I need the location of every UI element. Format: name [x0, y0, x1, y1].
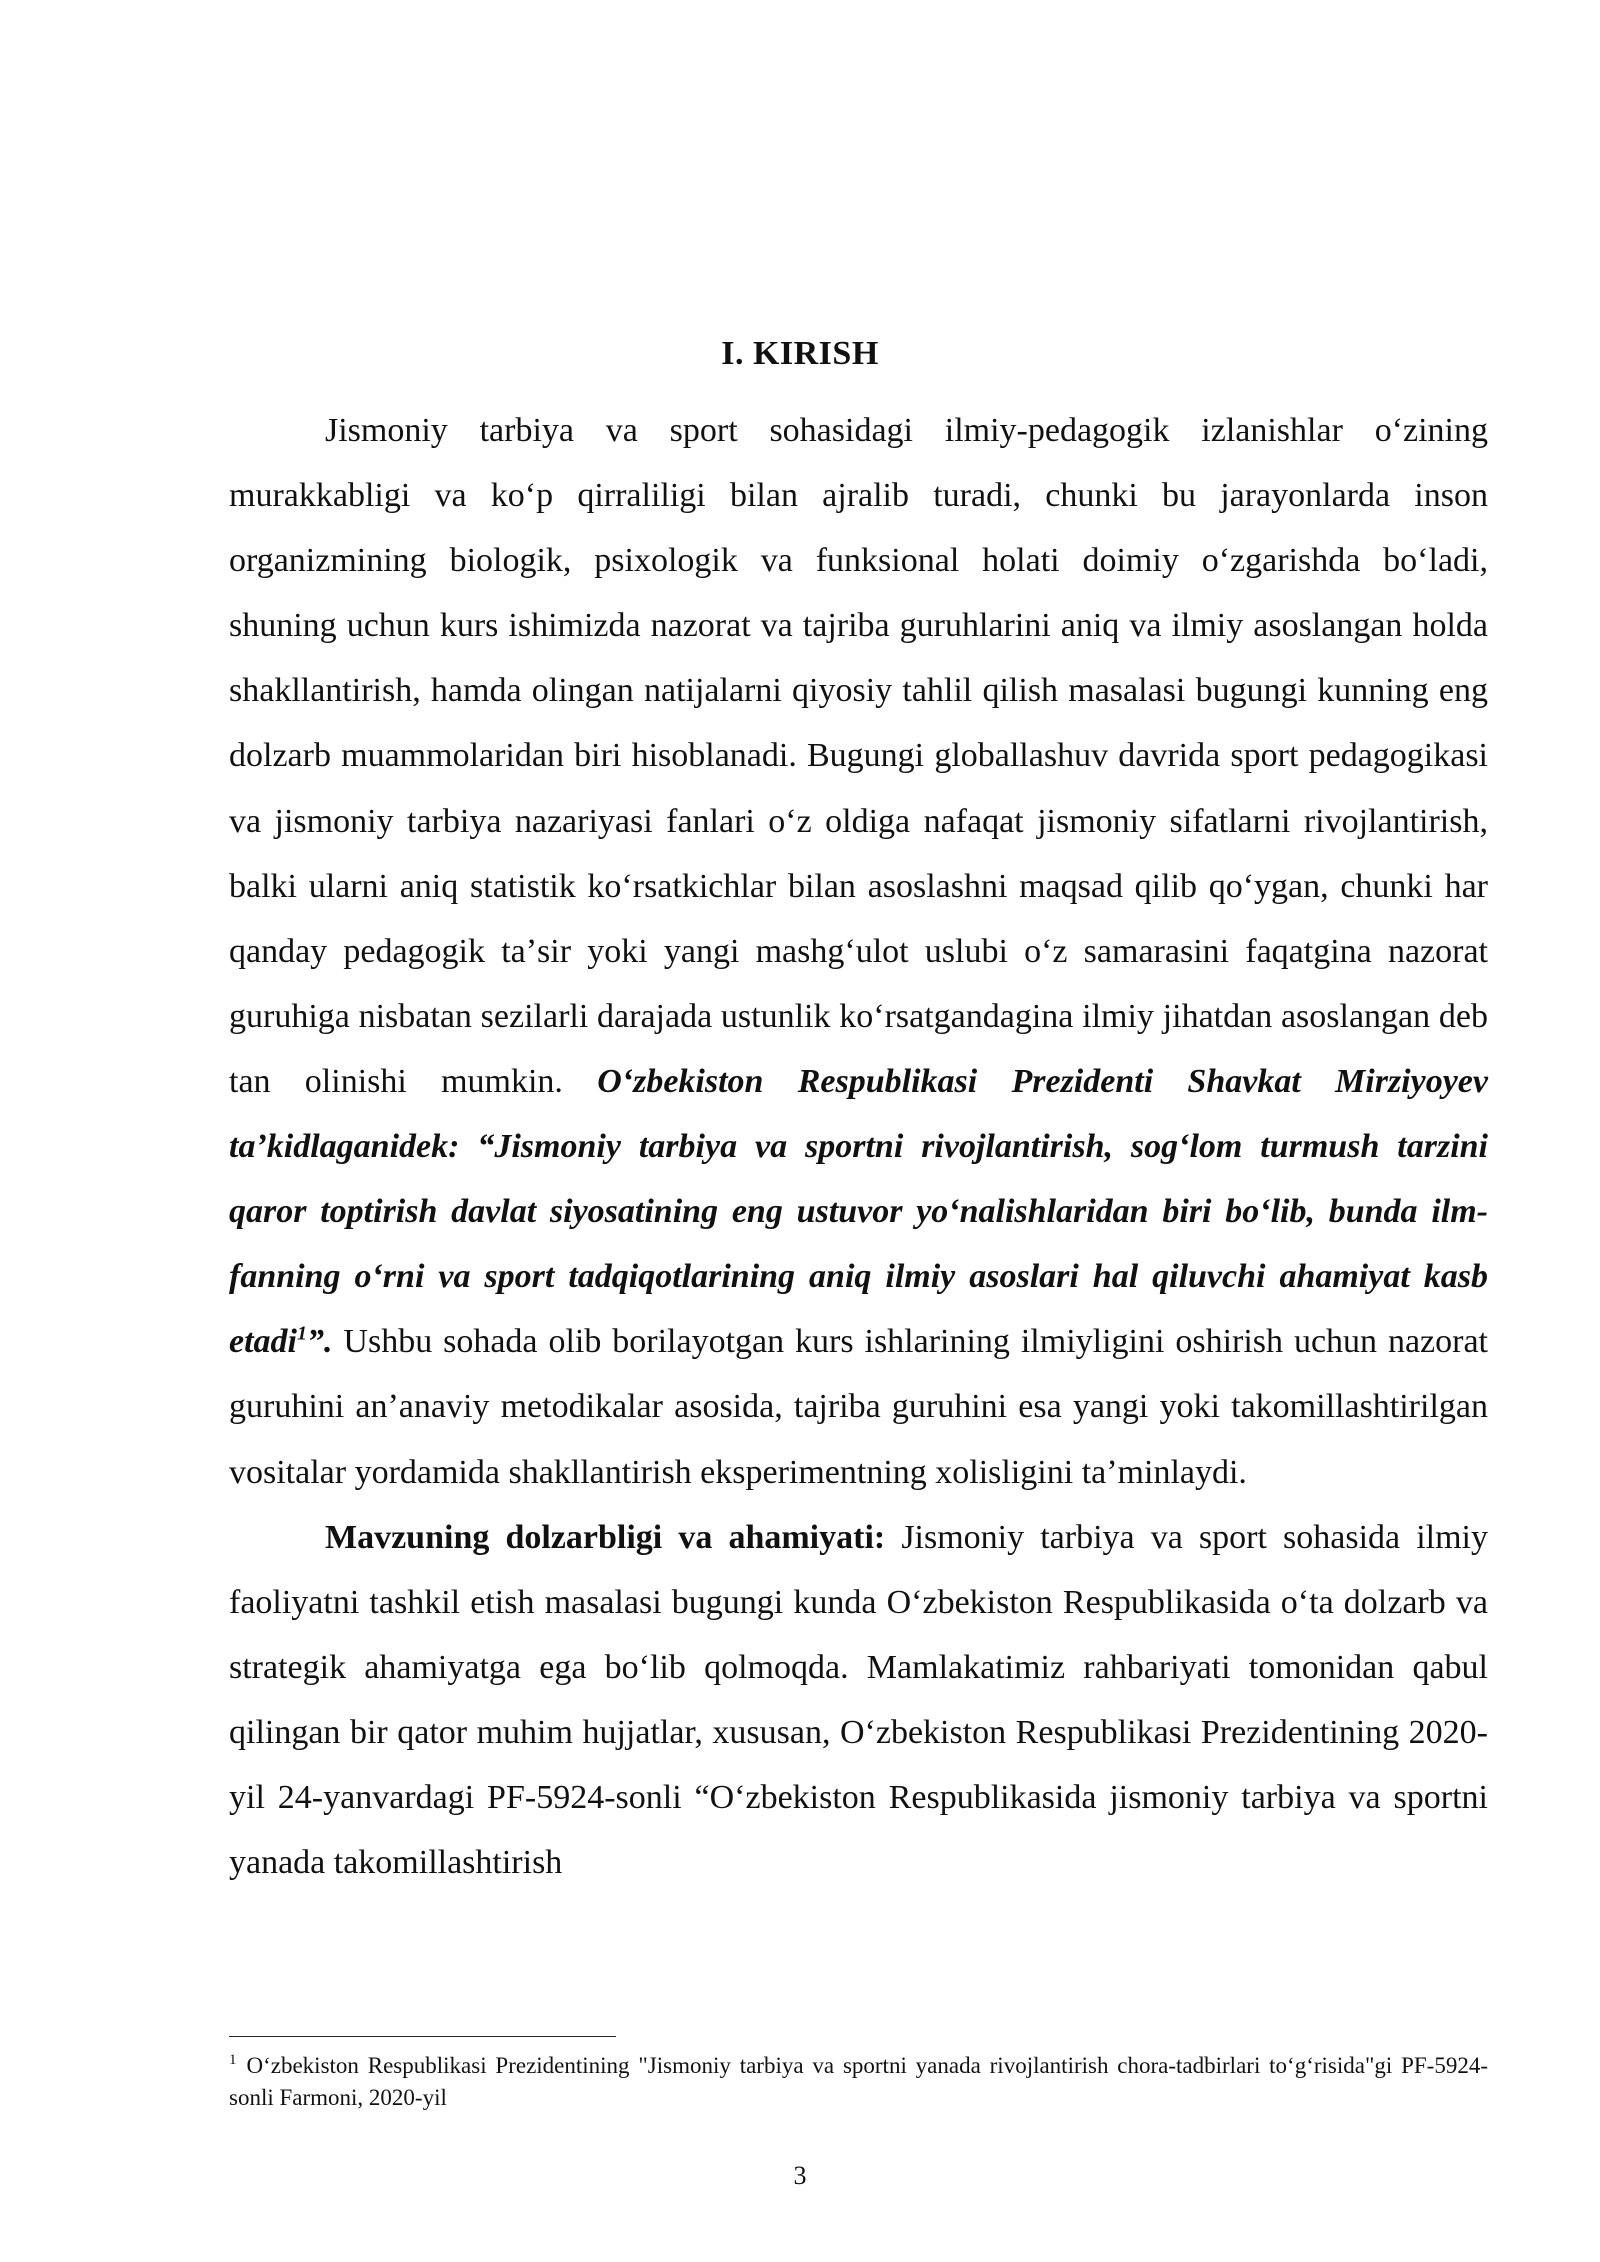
quote-close: ”.: [306, 1323, 333, 1361]
relevance-lead: Mavzuning dolzarbligi va ahamiyati:: [325, 1518, 886, 1556]
paragraph-relevance: [229, 1505, 1488, 1896]
footnote-separator: [229, 2036, 616, 2037]
footnote: [229, 2050, 1488, 2114]
quote-text: Oʻzbekiston Respublikasi Prezidenti Shavkat Mirziyoyev taʼkidlaganidek: “Jismoniy tarbiya va sportni rivojlantirish, sogʻlom turmush tarzini qaror toptirish davlat siyosatining eng ustuvor yoʻnalishlaridan biri boʻlib, bunda ilm-fanning oʻrni va sport tadqiqotlarining aniq ilmiy asoslari hal qiluvchi ahamiyat kasb etadi: [229, 1062, 1488, 1361]
paragraph-introduction: [229, 398, 1488, 1505]
president-quote: [229, 1063, 1488, 1360]
section-heading: I. KIRISH: [721, 335, 879, 372]
paragraph-text: Jismoniy tarbiya va sport sohasidagi ilmiy-pedagogik izlanishlar oʻzining murakkabligi va koʻp qirraliligi bilan ajralib turadi, chunki bu jarayonlarda inson organizmining biologik, psixologik va funksional holati doimiy oʻzgarishda boʻladi, shuning uchun kurs ishimizda nazorat va tajriba guruhlarini aniq va ilmiy asoslangan holda shakllantirish, hamda olingan natijalarni qiyosiy tahlil qilish masalasi bugungi kunning eng dolzarb muammolaridan biri hisoblanadi. Bugungi globallashuv davrida sport pedagogikasi va jismoniy tarbiya nazariyasi fanlari oʻz oldiga nafaqat jismoniy sifatlarni rivojlantirish, balki ularni aniq statistik koʻrsatkichlar bilan asoslashni maqsad qilib qoʻygan, chunki har qanday pedagogik taʼsir yoki yangi mashgʻulot uslubi oʻz samarasini faqatgina nazorat guruhiga nisbatan sezilarli darajada ustunlik koʻrsatgandagina ilmiy jihatdan asoslangan deb tan olinishi mumkin.: [229, 412, 1488, 1100]
footnote-text: Oʻzbekiston Respublikasi Prezidentining "Jismoniy tarbiya va sportni yanada rivojlantirish chora-tadbirlari toʻgʻrisida"gi PF-5924-sonli Farmoni, 2020-yil: [229, 2053, 1488, 2110]
footnote-reference[interactable]: 1: [296, 1322, 307, 1345]
body-text: [229, 398, 1488, 1895]
relevance-text: Jismoniy tarbiya va sport sohasida ilmiy faoliyatni tashkil etish masalasi bugungi kunda Oʻzbekiston Respublikasida oʻta dolzarb va strategik ahamiyatga ega boʻlib qolmoqda. Mamlakatimiz rahbariyati tomonidan qabul qilingan bir qator muhim hujjatlar, xususan, Oʻzbekiston Respublikasi Prezidentining 2020-yil 24-yanvardagi PF-5924-sonli “Oʻzbekiston Respublikasida jismoniy tarbiya va sportni yanada takomillashtirish: [229, 1518, 1488, 1882]
page-number: 3: [793, 2161, 807, 2190]
footnote-number: 1: [229, 2052, 237, 2069]
paragraph-text-continued: Ushbu sohada olib borilayotgan kurs ishlarining ilmiyligini oshirish uchun nazorat guruhini anʼanaviy metodikalar asosida, tajriba guruhini esa yangi yoki takomillashtirilgan vositalar yordamida shakllantirish eksperimentning xolisligini taʼminlaydi.: [229, 1323, 1488, 1491]
